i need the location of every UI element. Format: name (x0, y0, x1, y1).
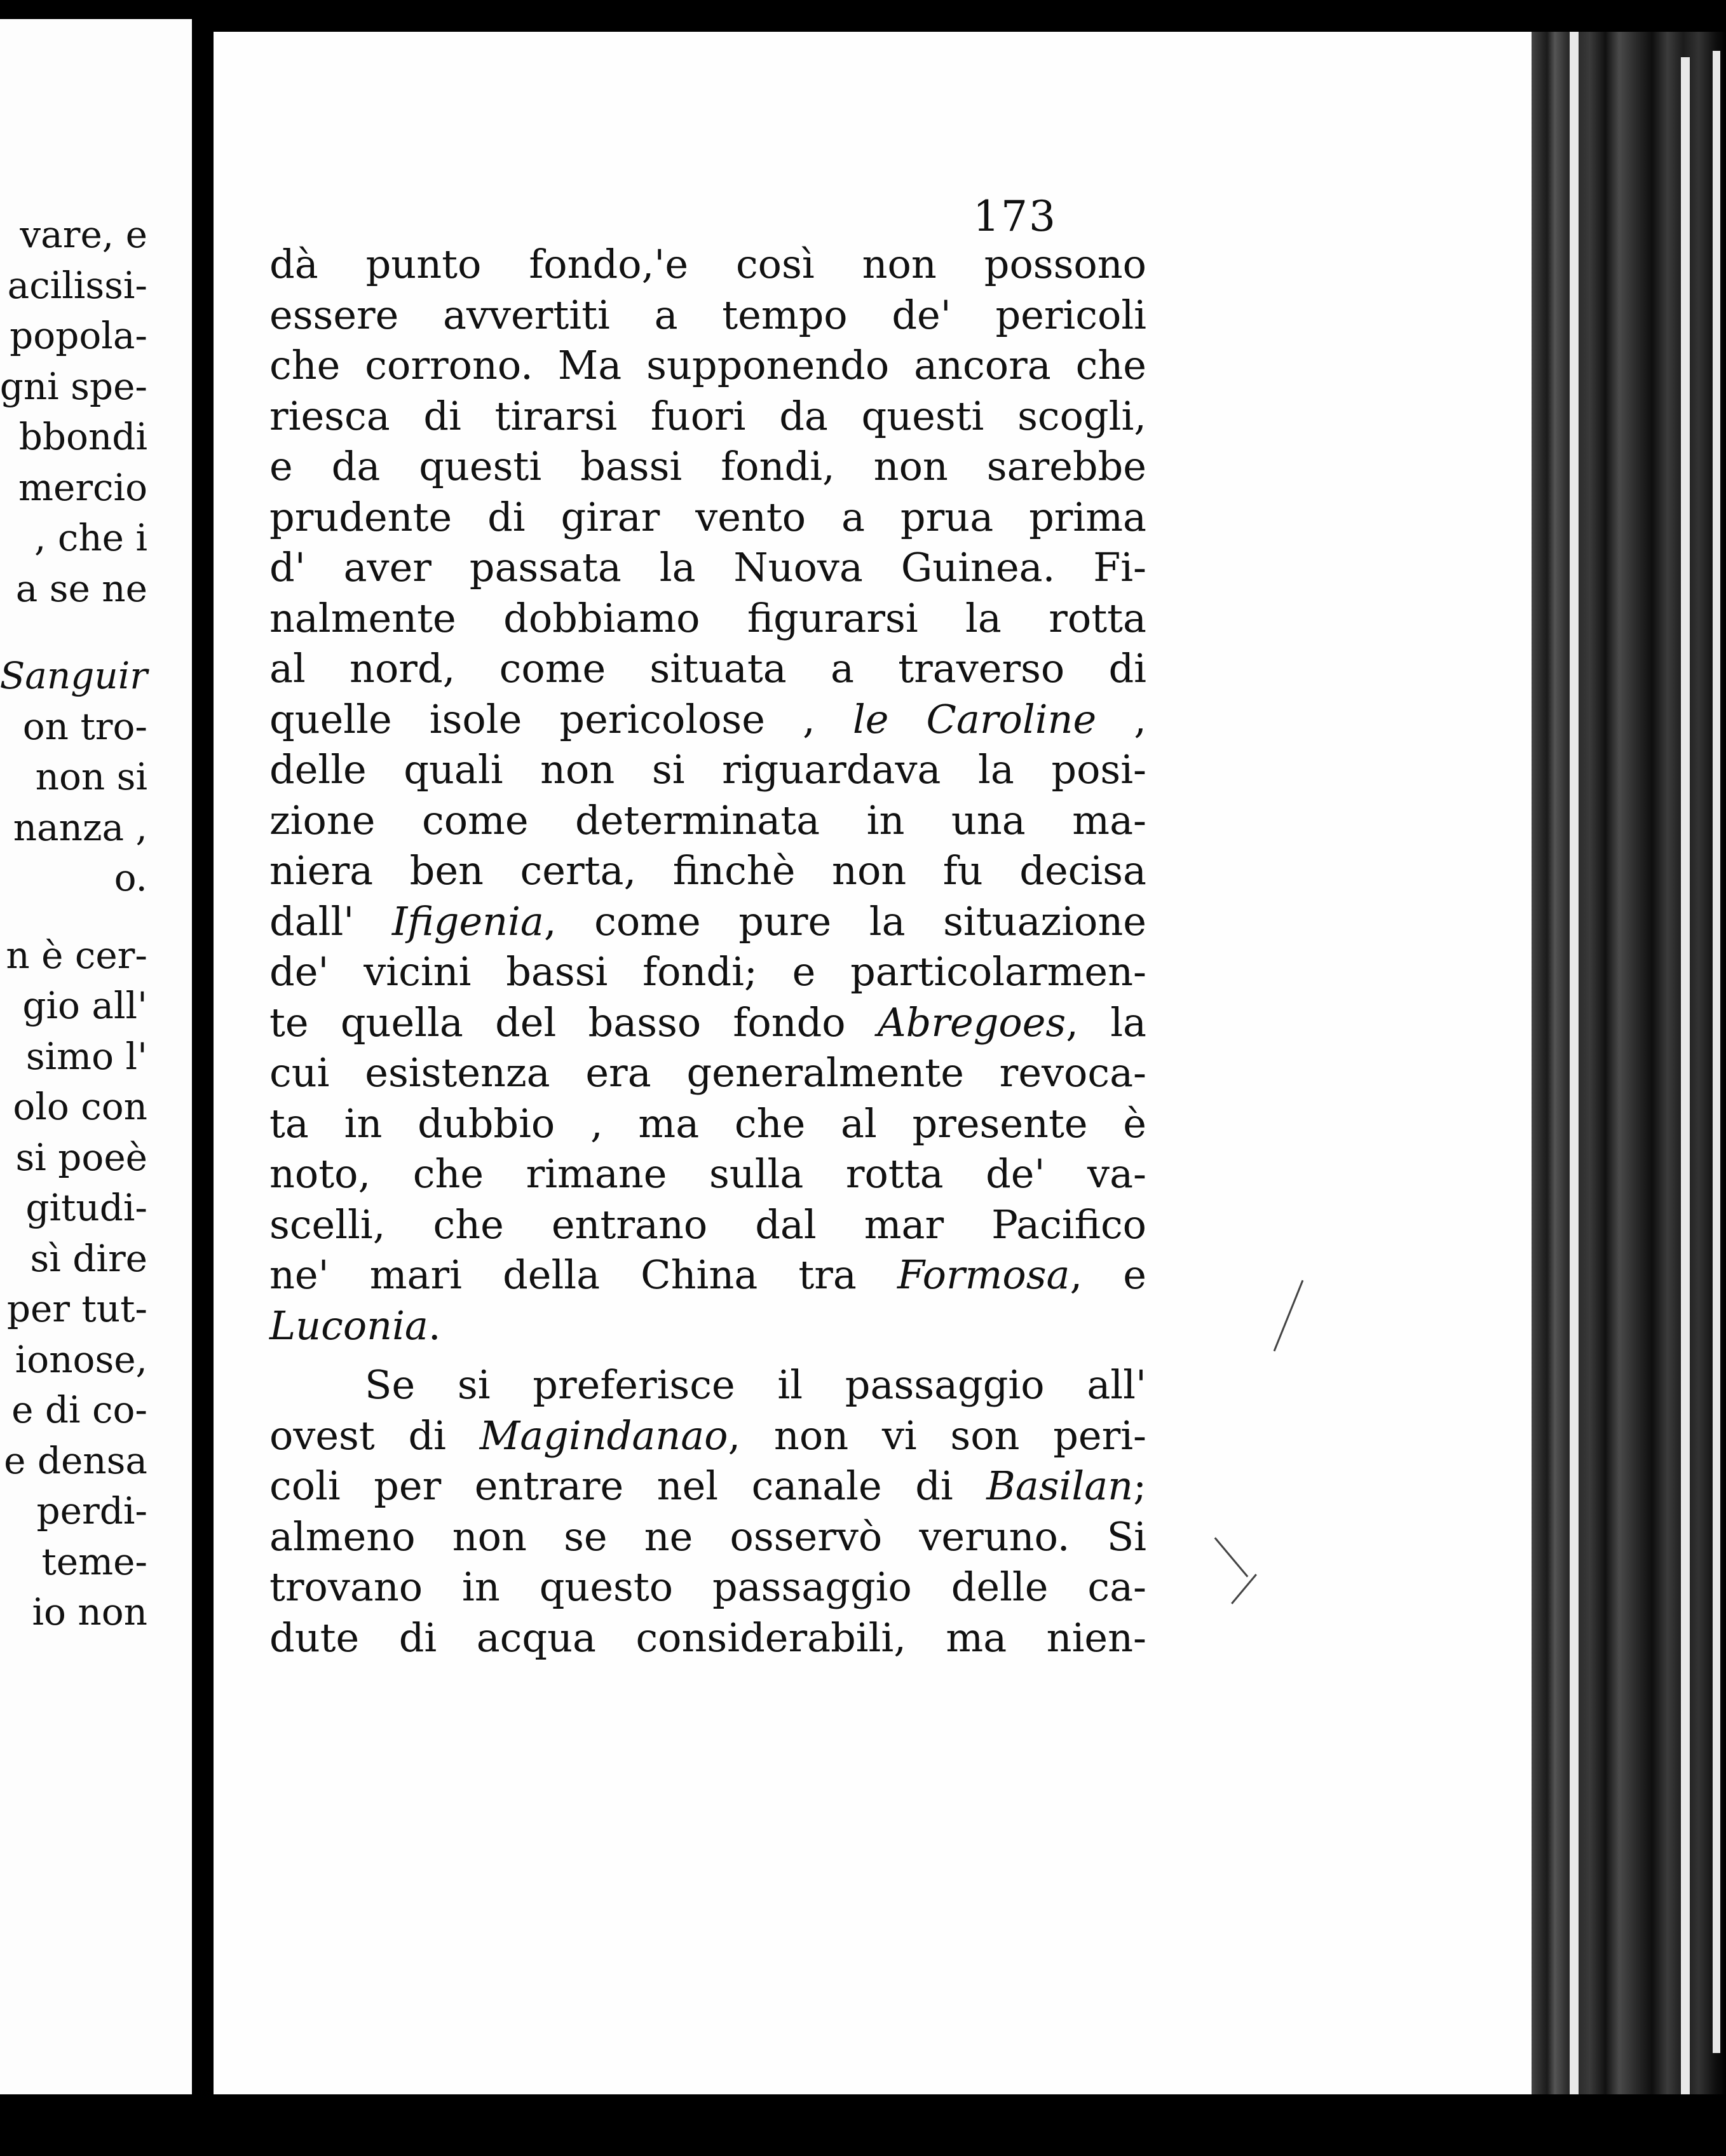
left-line: vare, e (20, 213, 147, 256)
text-line: Luconia. (269, 1302, 441, 1349)
left-page-text (0, 210, 147, 1638)
text-line: ne' mari della China tra Formosa, e (269, 1252, 1146, 1298)
left-line: a se ne (15, 566, 147, 610)
page-body-text (269, 239, 1146, 1663)
italic-name: Basilan (986, 1463, 1134, 1509)
left-line: on tro- (22, 704, 147, 748)
left-line: gni spe- (0, 364, 147, 408)
book-spine (1532, 32, 1726, 2104)
left-line: per tut- (6, 1287, 147, 1330)
text-line: al nord, come situata a traverso di (269, 645, 1146, 692)
page-scratch-mark (1214, 1537, 1249, 1577)
text-line: de' vicini bassi fondi; e particolarmen- (269, 948, 1146, 995)
italic-name: Luconia (269, 1302, 428, 1349)
left-line: e densa (4, 1438, 147, 1482)
text-line: Se si preferisce il passaggio all' (365, 1361, 1146, 1408)
text-line: riesca di tirarsi fuori da questi scogli, (269, 392, 1146, 439)
text-line: delle quali non si riguardava la posi- (269, 746, 1146, 793)
text-line: che corrono. Ma supponendo ancora che (269, 342, 1146, 388)
left-line: olo con (13, 1085, 147, 1128)
left-line: teme- (41, 1539, 147, 1583)
left-line: popola- (10, 314, 147, 357)
text-line: almeno non se ne osservò veruno. Si (269, 1513, 1146, 1560)
page-edge (1681, 57, 1690, 2104)
left-line: non si (35, 755, 147, 798)
text-line: scelli, che entrano dal mar Pacifico (269, 1201, 1146, 1248)
left-line: e di co- (11, 1388, 147, 1431)
text-line: e da questi bassi fondi, non sarebbe (269, 443, 1146, 489)
text-line: dall' Ifigenia, come pure la situazione (269, 897, 1147, 945)
text-line: dà punto fondo,'e così non possono (269, 241, 1146, 287)
left-line: o. (114, 856, 147, 899)
left-line: si poeè (15, 1135, 147, 1179)
page-number: 173 (973, 192, 1057, 241)
left-line: perdi- (36, 1489, 147, 1532)
text-line: essere avvertiti a tempo de' pericoli (269, 291, 1146, 338)
text-line: trovano in questo passaggio delle ca- (269, 1564, 1146, 1610)
left-line: gitudi- (25, 1186, 147, 1229)
left-line: nanza , (13, 805, 147, 849)
italic-name: Ifigenia (391, 897, 544, 945)
italic-name: Magindanao (479, 1412, 728, 1459)
left-line: , che i (34, 516, 147, 559)
page-scratch-mark (1274, 1280, 1304, 1351)
left-line: mercio (18, 465, 147, 509)
text-line: zione come determinata in una ma- (269, 796, 1146, 843)
text-line: quelle isole pericolose , le Caroline , (269, 695, 1146, 742)
text-line: ovest di Magindanao, non vi son peri- (269, 1412, 1146, 1459)
text-line: coli per entrare nel canale di Basilan; (269, 1463, 1146, 1509)
text-line: niera ben certa, finchè non fu decisa (269, 847, 1146, 894)
text-line: noto, che rimane sulla rotta de' va- (269, 1150, 1146, 1197)
left-line: ionose, (15, 1337, 147, 1381)
left-line: sì dire (30, 1236, 147, 1280)
left-line: acilissi- (7, 263, 147, 307)
page-edge (1570, 32, 1579, 2104)
italic-name: le Caroline (852, 695, 1097, 742)
text-line: nalmente dobbiamo figurarsi la rotta (269, 594, 1146, 641)
page-edge (1713, 51, 1720, 2053)
scan-border (0, 2094, 1726, 2156)
italic-name: Formosa (897, 1252, 1070, 1298)
text-line: prudente di girar vento a prua prima (269, 493, 1146, 540)
left-page-fragment (0, 19, 192, 2094)
italic-name: Abregoes (877, 999, 1066, 1046)
left-line: bbondi (18, 415, 147, 458)
left-line: gio all' (22, 984, 147, 1027)
right-page (214, 32, 1542, 2094)
text-line: cui esistenza era generalmente revoca- (269, 1049, 1146, 1096)
left-line: io non (32, 1590, 147, 1634)
left-line: Sanguir (0, 654, 147, 697)
text-line: te quella del basso fondo Abregoes, la (269, 999, 1146, 1046)
left-line: simo l' (25, 1034, 147, 1078)
text-line: d' aver passata la Nuova Guinea. Fi- (269, 544, 1146, 590)
left-line: n è cer- (6, 933, 147, 977)
text-line: ta in dubbio , ma che al presente è (269, 1100, 1146, 1147)
page-scratch-mark (1231, 1574, 1257, 1604)
text-line: dute di acqua considerabili, ma nien- (269, 1614, 1146, 1661)
